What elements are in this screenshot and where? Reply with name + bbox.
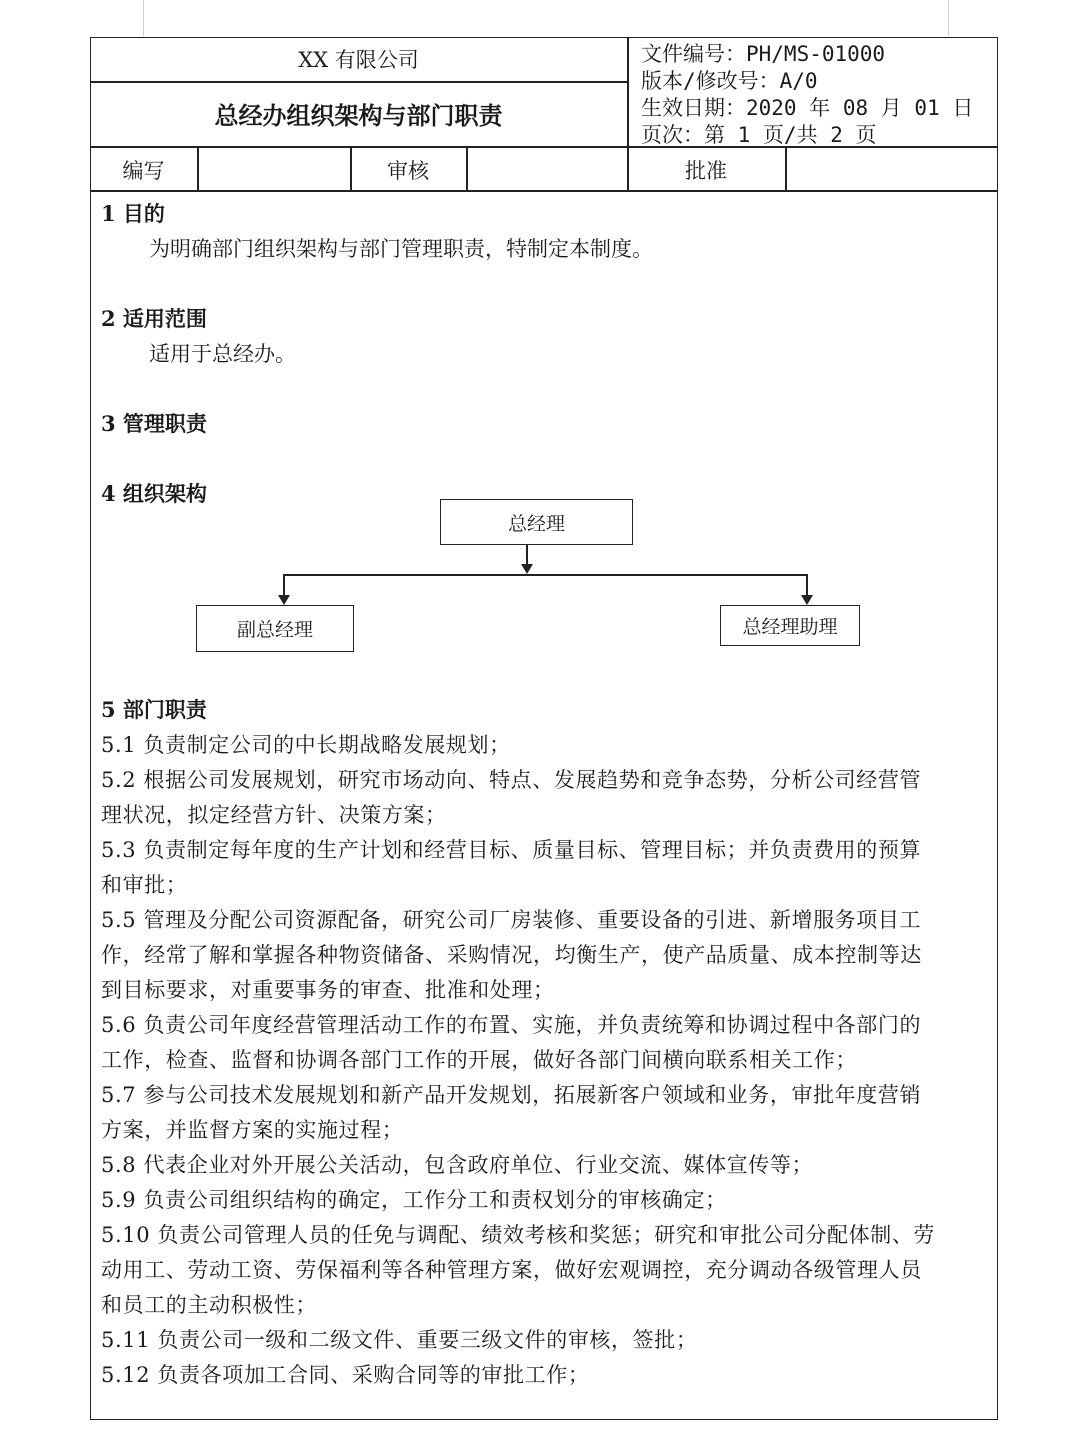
duty-line: 5.5 管理及分配公司资源配备，研究公司厂房装修、重要设备的引进、新增服务项目工 — [101, 908, 922, 932]
author-label: 编写 — [122, 159, 165, 183]
duty-line: 到目标要求，对重要事务的审查、批准和处理； — [101, 978, 555, 1002]
duty-line: 和员工的主动积极性； — [101, 1293, 317, 1317]
company-name: XX 有限公司 — [298, 48, 419, 72]
header-divider-company — [90, 81, 627, 83]
signoff-divider-3 — [466, 146, 468, 191]
org-arrow-right — [801, 595, 813, 605]
duty-line: 方案，并监督方案的实施过程； — [101, 1118, 404, 1142]
org-connector-horizontal — [283, 574, 808, 576]
section-1-text: 为明确部门组织架构与部门管理职责，特制定本制度。 — [149, 237, 653, 261]
version-number: 版本/修改号：A/0 — [641, 69, 818, 93]
document-title: 总经办组织架构与部门职责 — [214, 101, 503, 130]
org-node-deputy-manager: 副总经理 — [196, 605, 354, 652]
duty-line: 5.8 代表企业对外开展公关活动，包含政府单位、行业交流、媒体宣传等； — [101, 1153, 814, 1177]
section-3-heading: 3 管理职责 — [101, 411, 207, 436]
duty-line: 5.6 负责公司年度经营管理活动工作的布置、实施，并负责统筹和协调过程中各部门的 — [101, 1013, 922, 1037]
signoff-bottom-line — [90, 190, 998, 192]
duty-line: 作，经常了解和掌握各种物资储备、采购情况，均衡生产，使产品质量、成本控制等达 — [101, 943, 922, 967]
signoff-divider-5 — [785, 146, 787, 191]
duty-line: 5.1 负责制定公司的中长期战略发展规划； — [101, 733, 511, 757]
org-connector-right — [806, 574, 808, 596]
duty-line: 动用工、劳动工资、劳保福利等各种管理方案，做好宏观调控，充分调动各级管理人员 — [101, 1258, 922, 1282]
org-arrow-center — [521, 564, 533, 574]
duty-line: 和审批； — [101, 873, 188, 897]
duty-line: 5.3 负责制定每年度的生产计划和经营目标、质量目标、管理目标；并负责费用的预算 — [101, 838, 922, 862]
org-connector-left — [283, 574, 285, 596]
duty-line: 5.12 负责各项加工合同、采购合同等的审批工作； — [101, 1363, 590, 1387]
org-connector-trunk — [526, 545, 528, 565]
section-5-heading: 5 部门职责 — [101, 697, 207, 722]
section-1-heading: 1 目的 — [101, 201, 165, 226]
section-2-heading: 2 适用范围 — [101, 306, 207, 331]
section-4-heading: 4 组织架构 — [101, 481, 207, 506]
org-arrow-left — [278, 595, 290, 605]
signoff-divider-1 — [197, 146, 199, 191]
duty-line: 工作，检查、监督和协调各部门工作的开展，做好各部门间横向联系相关工作； — [101, 1048, 857, 1072]
corner-guide-left — [143, 0, 144, 36]
page-info: 页次：第 1 页/共 2 页 — [641, 123, 877, 147]
duty-line: 5.2 根据公司发展规划，研究市场动向、特点、发展趋势和竞争态势，分析公司经营管 — [101, 768, 922, 792]
duty-line: 5.9 负责公司组织结构的确定，工作分工和责权划分的审核确定； — [101, 1188, 727, 1212]
section-2-text: 适用于总经办。 — [149, 342, 296, 366]
duty-line: 5.10 负责公司管理人员的任免与调配、绩效考核和奖惩；研究和审批公司分配体制、劳 — [101, 1223, 936, 1247]
duty-line: 5.11 负责公司一级和二级文件、重要三级文件的审核，签批； — [101, 1328, 698, 1352]
corner-guide-right — [948, 0, 949, 36]
doc-number: 文件编号：PH/MS-01000 — [641, 42, 886, 66]
org-node-assistant-manager: 总经理助理 — [720, 605, 860, 646]
review-label: 审核 — [387, 159, 429, 183]
effective-date: 生效日期：2020 年 08 月 01 日 — [641, 96, 974, 120]
duty-line: 理状况，拟定经营方针、决策方案； — [101, 803, 447, 827]
header-divider-meta — [627, 37, 629, 147]
org-node-general-manager: 总经理 — [440, 499, 633, 545]
approve-label: 批准 — [685, 159, 727, 183]
duty-line: 5.7 参与公司技术发展规划和新产品开发规划，拓展新客户领域和业务，审批年度营销 — [101, 1083, 922, 1107]
